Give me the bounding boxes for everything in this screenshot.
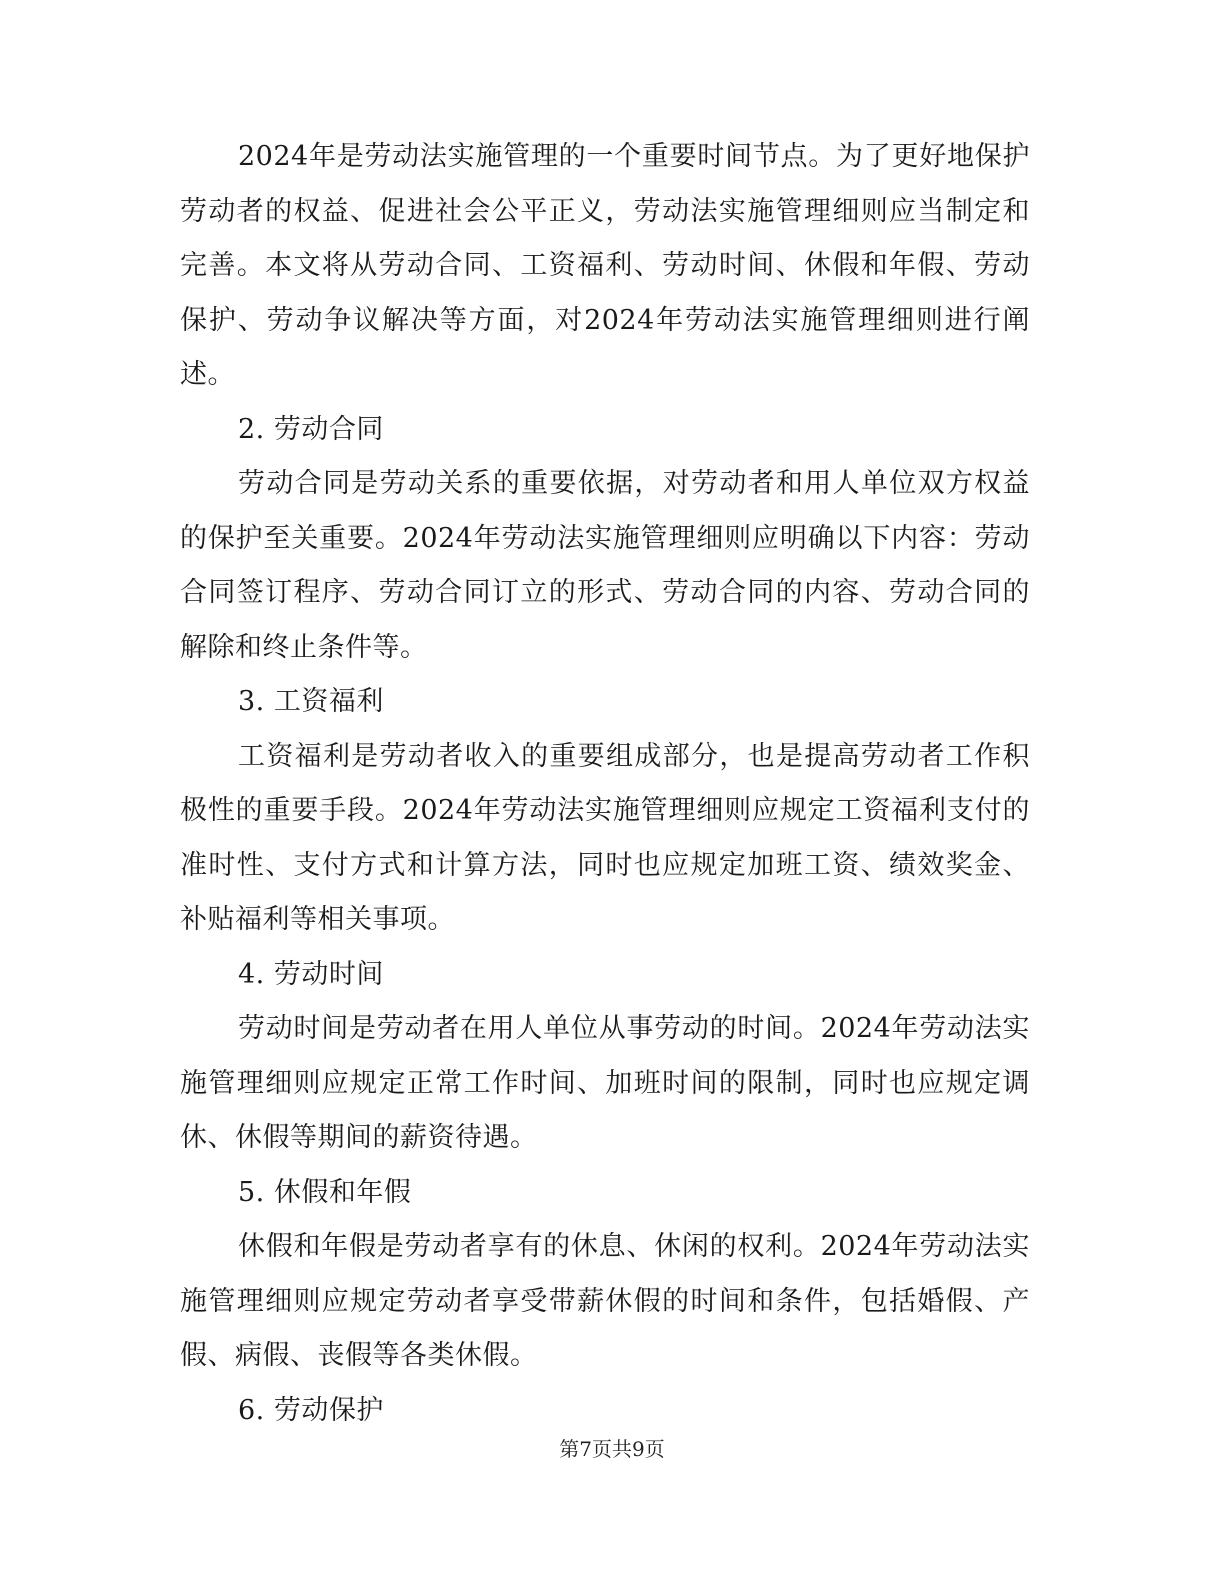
wages-benefits-paragraph: 工资福利是劳动者收入的重要组成部分，也是提高劳动者工作积极性的重要手段。2024年劳动法实施管理细则应规定工资福利支付的准时性、支付方式和计算方法，同时也应规定加班工资、绩效奖金、补贴福利等相关事项。 <box>180 740 1030 935</box>
section-heading-leave: 5. 休假和年假 <box>238 1176 412 1208</box>
leave-paragraph: 休假和年假是劳动者享有的休息、休闲的权利。2024年劳动法实施管理细则应规定劳动者享受带薪休假的时间和条件，包括婚假、产假、病假、丧假等各类休假。 <box>180 1231 1030 1371</box>
labor-contract-paragraph: 劳动合同是劳动关系的重要依据，对劳动者和用人单位双方权益的保护至关重要。2024年劳动法实施管理细则应明确以下内容：劳动合同签订程序、劳动合同订立的形式、劳动合同的内容、劳动合同的解除和终止条件等。 <box>180 468 1030 663</box>
intro-paragraph: 2024年是劳动法实施管理的一个重要时间节点。为了更好地保护劳动者的权益、促进社会公平正义，劳动法实施管理细则应当制定和完善。本文将从劳动合同、工资福利、劳动时间、休假和年假、劳动保护、劳动争议解决等方面，对2024年劳动法实施管理细则进行阐述。 <box>180 141 1030 390</box>
working-hours-paragraph: 劳动时间是劳动者在用人单位从事劳动的时间。2024年劳动法实施管理细则应规定正常工作时间、加班时间的限制，同时也应规定调休、休假等期间的薪资待遇。 <box>180 1013 1030 1153</box>
section-heading-labor-protection: 6. 劳动保护 <box>238 1394 384 1426</box>
document-body <box>180 130 1030 1438</box>
section-heading-labor-contract: 2. 劳动合同 <box>238 413 384 445</box>
section-heading-wages-benefits: 3. 工资福利 <box>238 686 384 717</box>
section-heading-working-hours: 4. 劳动时间 <box>238 958 384 990</box>
page-number-footer: 第7页共9页 <box>559 1437 665 1461</box>
